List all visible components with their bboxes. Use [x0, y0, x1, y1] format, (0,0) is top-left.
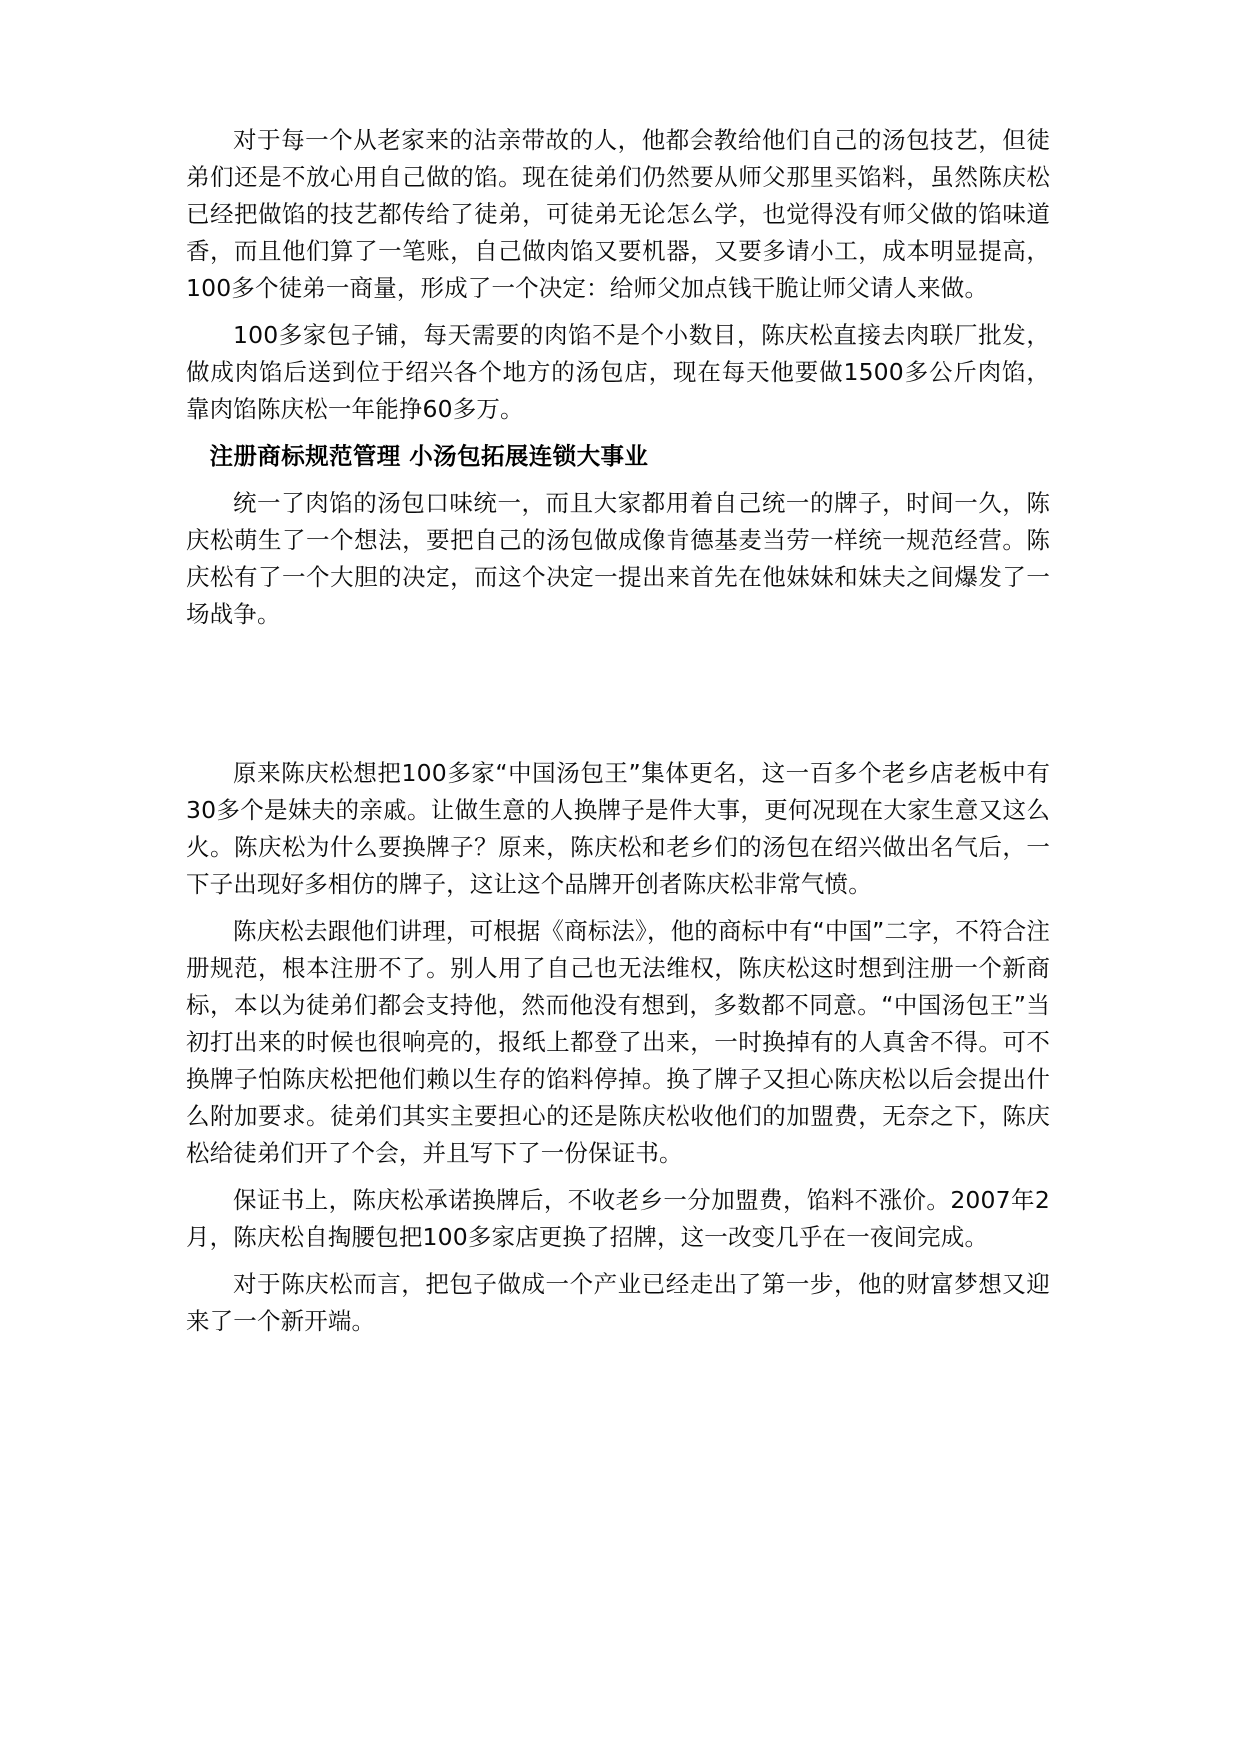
- paragraph-5: 陈庆松去跟他们讲理，可根据《商标法》，他的商标中有“中国”二字，不符合注册规范，根本注册不了。别人用了自己也无法维权，陈庆松这时想到注册一个新商标，本以为徒弟们都会支持他，然而他没有想到，多数都不同意。“中国汤包王”当初打出来的时候也很响亮的，报纸上都登了出来，一时换掉有的人真舍不得。可不换牌子怕陈庆松把他们赖以生存的馅料停掉。换了牌子又担心陈庆松以后会提出什么附加要求。徒弟们其实主要担心的还是陈庆松收他们的加盟费，无奈之下，陈庆松给徒弟们开了个会，并且写下了一份保证书。: [186, 917, 1050, 1167]
- paragraph-6: 保证书上，陈庆松承诺换牌后，不收老乡一分加盟费，馅料不涨价。2007年2月，陈庆松自掏腰包把100多家店更换了招牌，这一改变几乎在一夜间完成。: [186, 1186, 1050, 1251]
- paragraph-4: 原来陈庆松想把100多家“中国汤包王”集体更名，这一百多个老乡店老板中有30多个是妹夫的亲戚。让做生意的人换牌子是件大事，更何况现在大家生意又这么火。陈庆松为什么要换牌子？原来，陈庆松和老乡们的汤包在绍兴做出名气后，一下子出现好多相仿的牌子，这让这个品牌开创者陈庆松非常气愤。: [186, 759, 1050, 898]
- document-body: [186, 122, 1050, 1350]
- section-heading: 注册商标规范管理 小汤包拓展连锁大事业: [209, 442, 649, 470]
- section-gap: [186, 643, 1050, 755]
- paragraph-2: 100多家包子铺，每天需要的肉馅不是个小数目，陈庆松直接去肉联厂批发，做成肉馅后送到位于绍兴各个地方的汤包店，现在每天他要做1500多公斤肉馅，靠肉馅陈庆松一年能挣60多万。: [186, 321, 1050, 423]
- paragraph-1: 对于每一个从老家来的沾亲带故的人，他都会教给他们自己的汤包技艺，但徒弟们还是不放心用自己做的馅。现在徒弟们仍然要从师父那里买馅料，虽然陈庆松已经把做馅的技艺都传给了徒弟，可徒弟无论怎么学，也觉得没有师父做的馅味道香，而且他们算了一笔账，自己做肉馅又要机器，又要多请小工，成本明显提高，100多个徒弟一商量，形成了一个决定：给师父加点钱干脆让师父请人来做。: [186, 126, 1050, 302]
- paragraph-3: 统一了肉馅的汤包口味统一，而且大家都用着自己统一的牌子，时间一久，陈庆松萌生了一个想法，要把自己的汤包做成像肯德基麦当劳一样统一规范经营。陈庆松有了一个大胆的决定，而这个决定一提出来首先在他妹妹和妹夫之间爆发了一场战争。: [186, 489, 1050, 628]
- paragraph-7: 对于陈庆松而言，把包子做成一个产业已经走出了第一步，他的财富梦想又迎来了一个新开端。: [186, 1270, 1050, 1335]
